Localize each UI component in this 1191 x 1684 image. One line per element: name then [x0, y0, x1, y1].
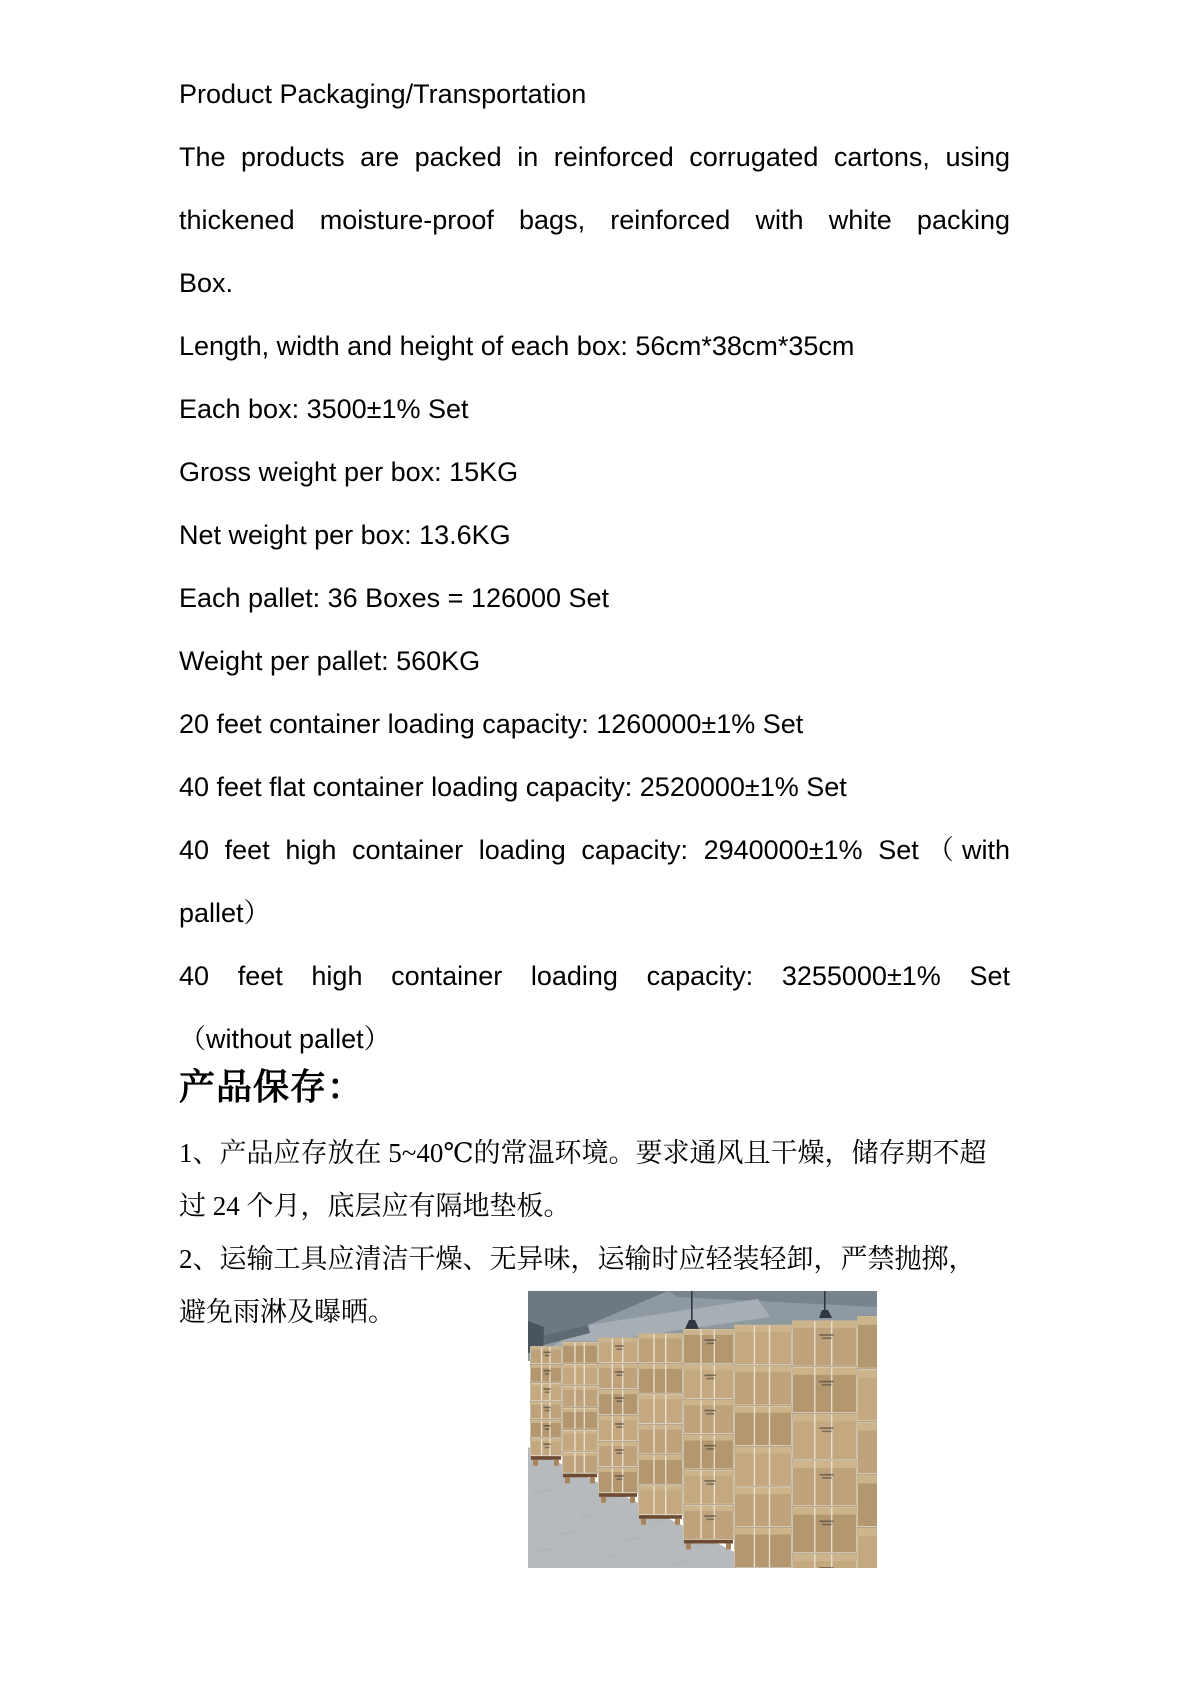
doc-line: thickened moisture-proof bags, reinforced with white packing: [179, 205, 1010, 235]
doc-line: 过 24 个月，底层应有隔地垫板。: [179, 1191, 571, 1221]
warehouse-cartons-photo: [528, 1291, 877, 1568]
doc-title: Product Packaging/Transportation: [179, 79, 587, 109]
section-heading: 产品保存：: [179, 1066, 365, 1107]
doc-line: 避免雨淋及曝晒。: [179, 1297, 395, 1327]
doc-line: Gross weight per box: 15KG: [179, 457, 519, 487]
doc-line: Box.: [179, 268, 234, 298]
warehouse-photo-svg: [528, 1291, 877, 1568]
doc-line: Each box: 3500±1% Set: [179, 394, 469, 424]
doc-line: （without pallet）: [179, 1024, 391, 1054]
doc-line: The products are packed in reinforced corrugated cartons, using: [179, 142, 1010, 172]
doc-line: pallet）: [179, 898, 271, 928]
doc-line: 40 feet flat container loading capacity: 2520000±1% Set: [179, 772, 847, 802]
doc-line: 40 feet high container loading capacity: 3255000±1% Set: [179, 961, 1010, 991]
doc-line: Weight per pallet: 560KG: [179, 646, 481, 676]
doc-line: 40 feet high container loading capacity: 2940000±1% Set（with: [179, 835, 1010, 865]
doc-line: Each pallet: 36 Boxes = 126000 Set: [179, 583, 610, 613]
doc-line: 2、运输工具应清洁干燥、无异味，运输时应轻装轻卸，严禁抛掷，: [179, 1244, 976, 1274]
doc-line: 1、产品应存放在 5~40℃的常温环境。要求通风且干燥，储存期不超: [179, 1138, 987, 1168]
doc-line: 20 feet container loading capacity: 1260000±1% Set: [179, 709, 804, 739]
doc-line: Length, width and height of each box: 56cm*38cm*35cm: [179, 331, 855, 361]
english-spec-block: [179, 63, 1010, 1071]
doc-line: Net weight per box: 13.6KG: [179, 520, 511, 550]
